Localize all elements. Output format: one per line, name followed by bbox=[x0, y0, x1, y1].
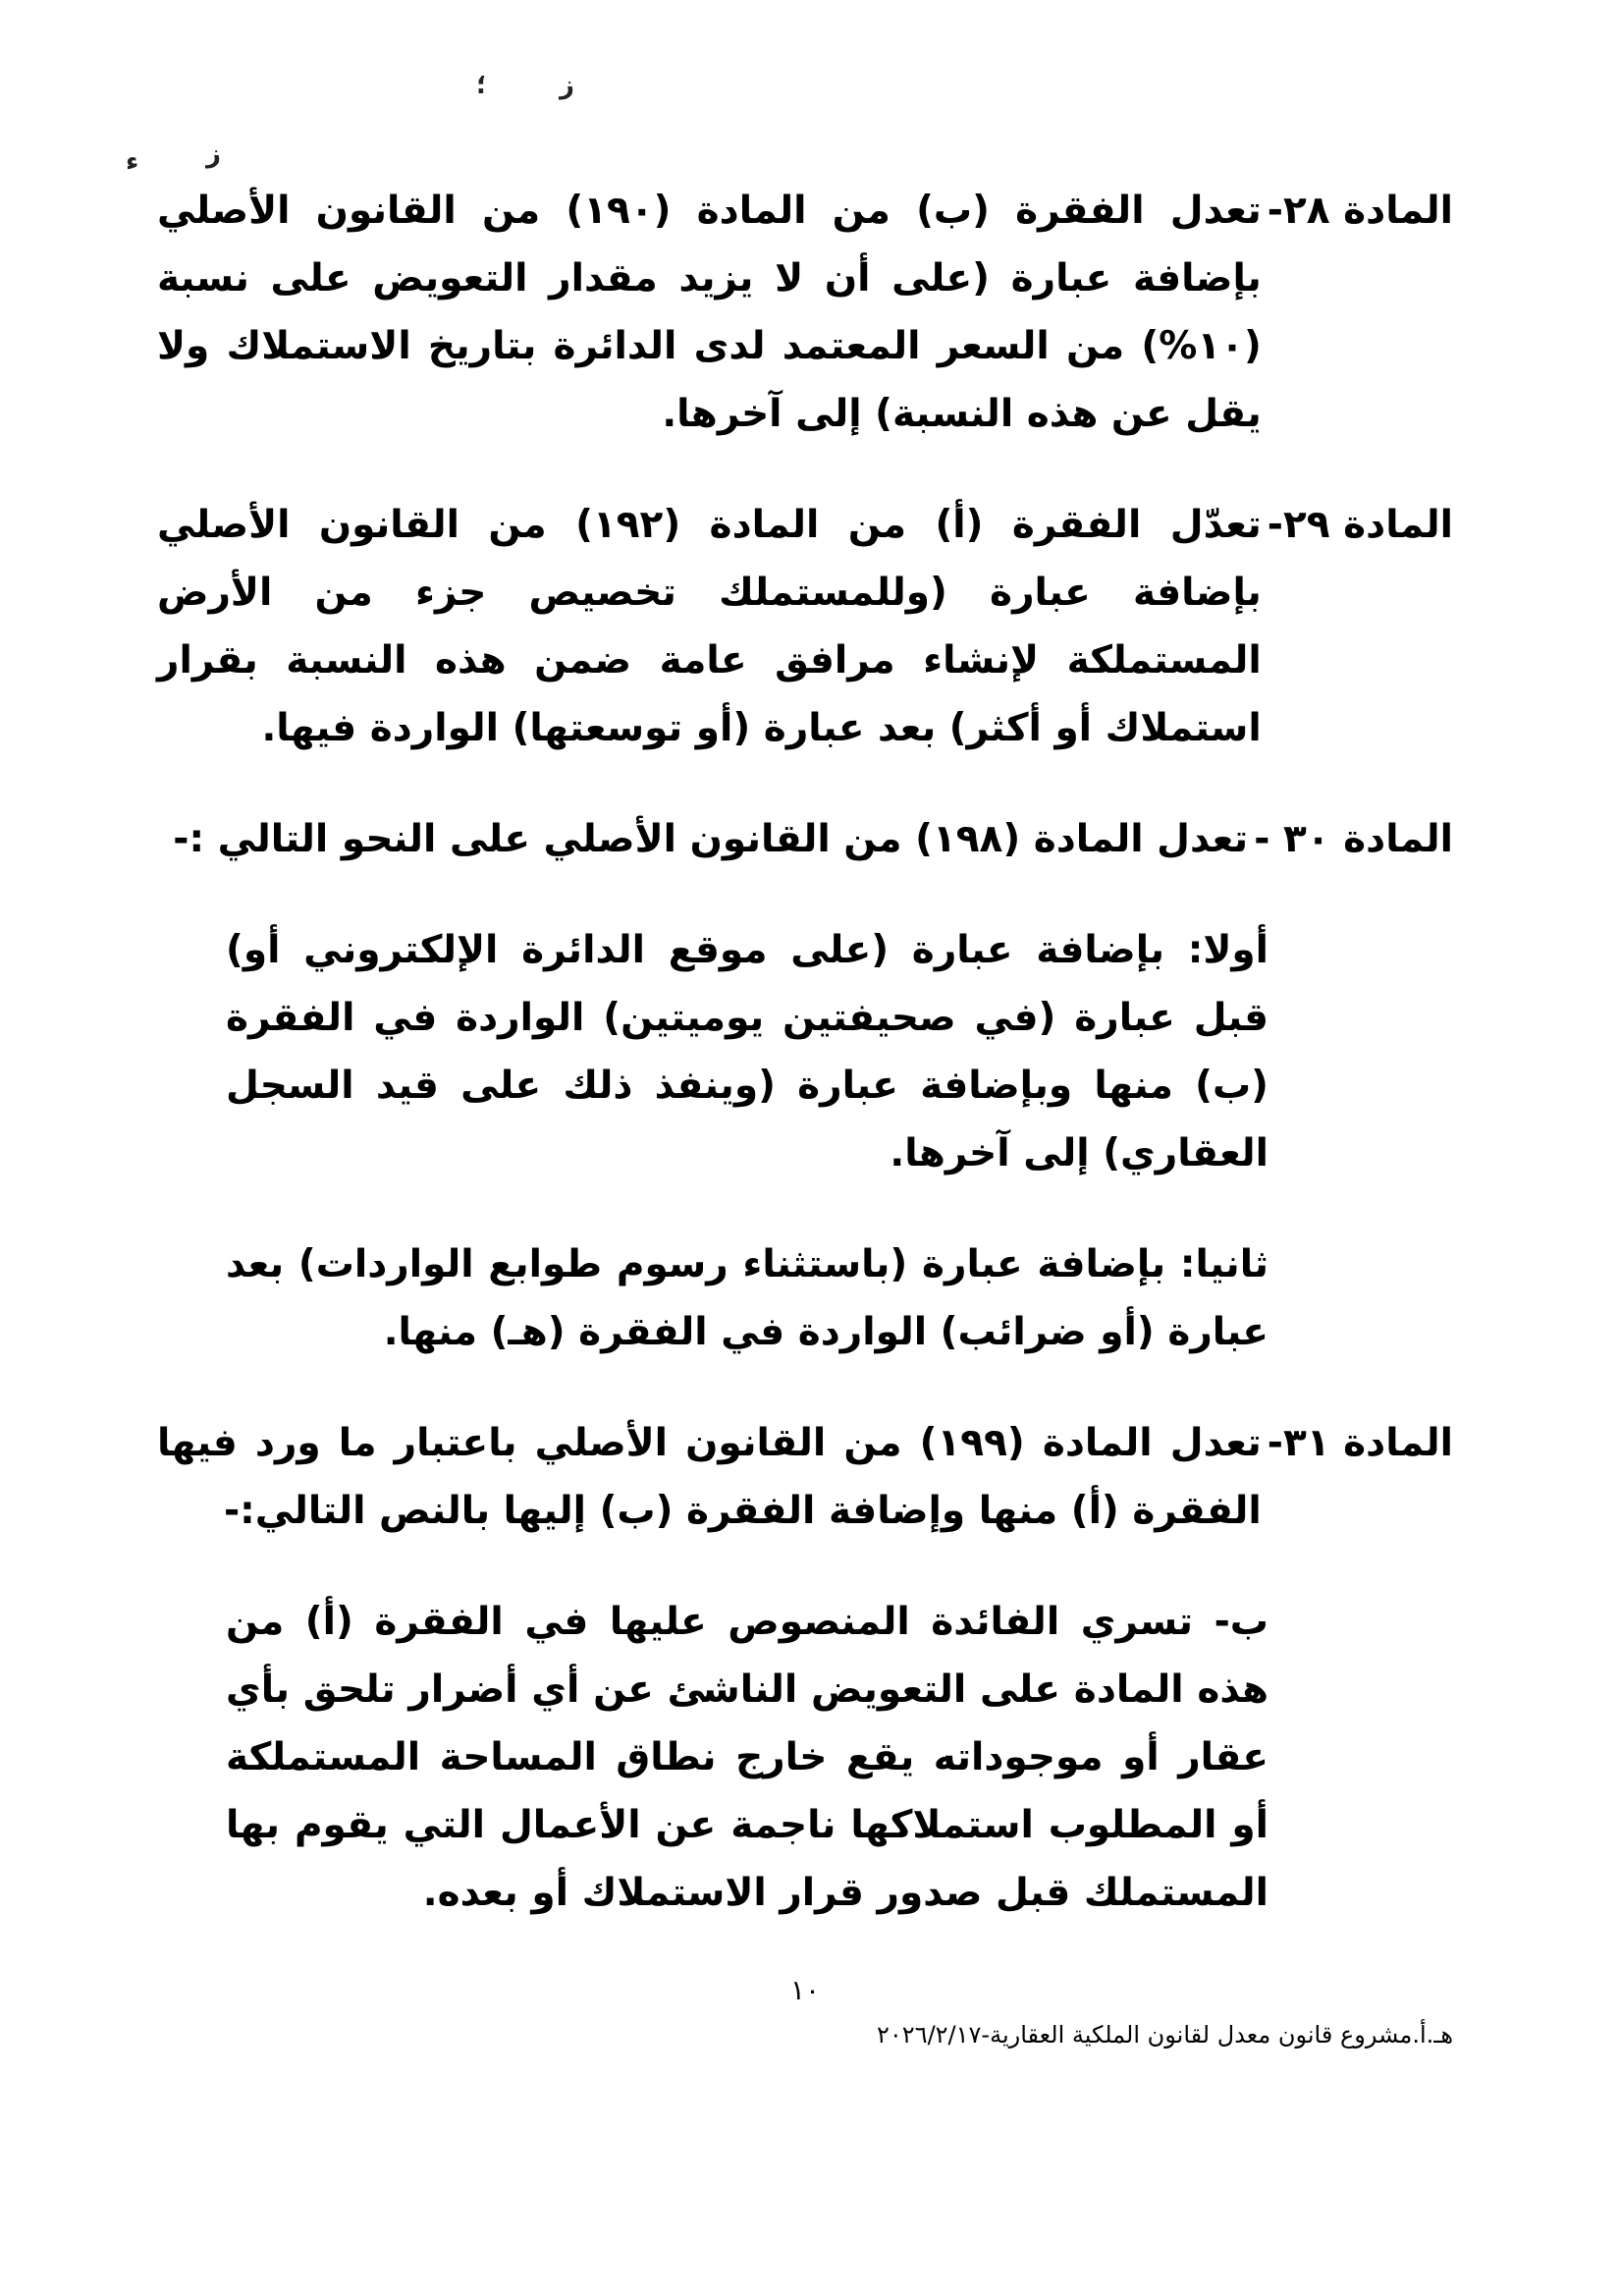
scan-speck: ء bbox=[126, 147, 139, 177]
article-text: تعدل المادة (١٩٨) من القانون الأصلي على النحو التالي :- bbox=[173, 817, 1249, 861]
scan-speck: ز bbox=[206, 139, 221, 169]
article-label: المادة ٣٠ - bbox=[1254, 817, 1453, 861]
article-31 bbox=[157, 1409, 1453, 1545]
article-28 bbox=[157, 177, 1453, 448]
article-30-item-second: ثانيا: بإضافة عبارة (باستثناء رسوم طوابع الواردات) بعد عبارة (أو ضرائب) الواردة في الفقرة (هـ) منها. bbox=[226, 1242, 1268, 1354]
article-label: المادة ٢٩- bbox=[1267, 503, 1453, 547]
page-number: ١٠ bbox=[789, 1974, 821, 2006]
article-text: تعدل المادة (١٩٩) من القانون الأصلي باعتبار ما ورد فيها الفقرة (أ) منها وإضافة الفقرة (ب) إليها بالنص التالي:- bbox=[157, 1421, 1262, 1533]
scan-speck: ؛ bbox=[476, 71, 487, 100]
article-text: تعدل الفقرة (ب) من المادة (١٩٠) من القانون الأصلي بإضافة عبارة (على أن لا يزيد مقدار التعويض على نسبة (١٠%) من السعر المعتمد لدى الدائرة بتاريخ الاستملاك ولا يقل عن هذه النسبة) إلى آخرها. bbox=[157, 189, 1262, 436]
footer-reference: هـ.أ.مشروع قانون معدل لقانون الملكية العقارية-٢٠٢٦/٢/١٧ bbox=[877, 2021, 1453, 2049]
scan-specks bbox=[0, 49, 1619, 177]
article-30 bbox=[157, 805, 1453, 873]
article-29 bbox=[157, 491, 1453, 762]
article-label: المادة ٣١- bbox=[1267, 1421, 1453, 1465]
document-body bbox=[157, 177, 1453, 1927]
article-label: المادة ٢٨- bbox=[1267, 189, 1453, 233]
article-30-item-first: أولا: بإضافة عبارة (على موقع الدائرة الإلكتروني أو) قبل عبارة (في صحيفتين يوميتين) الواردة في الفقرة (ب) منها وبإضافة عبارة (وينفذ ذلك على قيد السجل العقاري) إلى آخرها. bbox=[226, 928, 1268, 1175]
article-31-item-b: ب- تسري الفائدة المنصوص عليها في الفقرة (أ) من هذه المادة على التعويض الناشئ عن أي أضرار تلحق بأي عقار أو موجوداته يقع خارج نطاق المساحة المستملكة أو المطلوب استملاكها ناجمة عن الأعمال التي يقوم بها المستملك قبل صدور قرار الاستملاك أو بعده. bbox=[226, 1600, 1268, 1915]
article-text: تعدّل الفقرة (أ) من المادة (١٩٢) من القانون الأصلي بإضافة عبارة (وللمستملك تخصيص جزء من الأرض المستملكة لإنشاء مرافق عامة ضمن هذه النسبة بقرار استملاك أو أكثر) بعد عبارة (أو توسعتها) الواردة فيها. bbox=[157, 503, 1262, 750]
scan-speck: ز bbox=[560, 71, 574, 100]
